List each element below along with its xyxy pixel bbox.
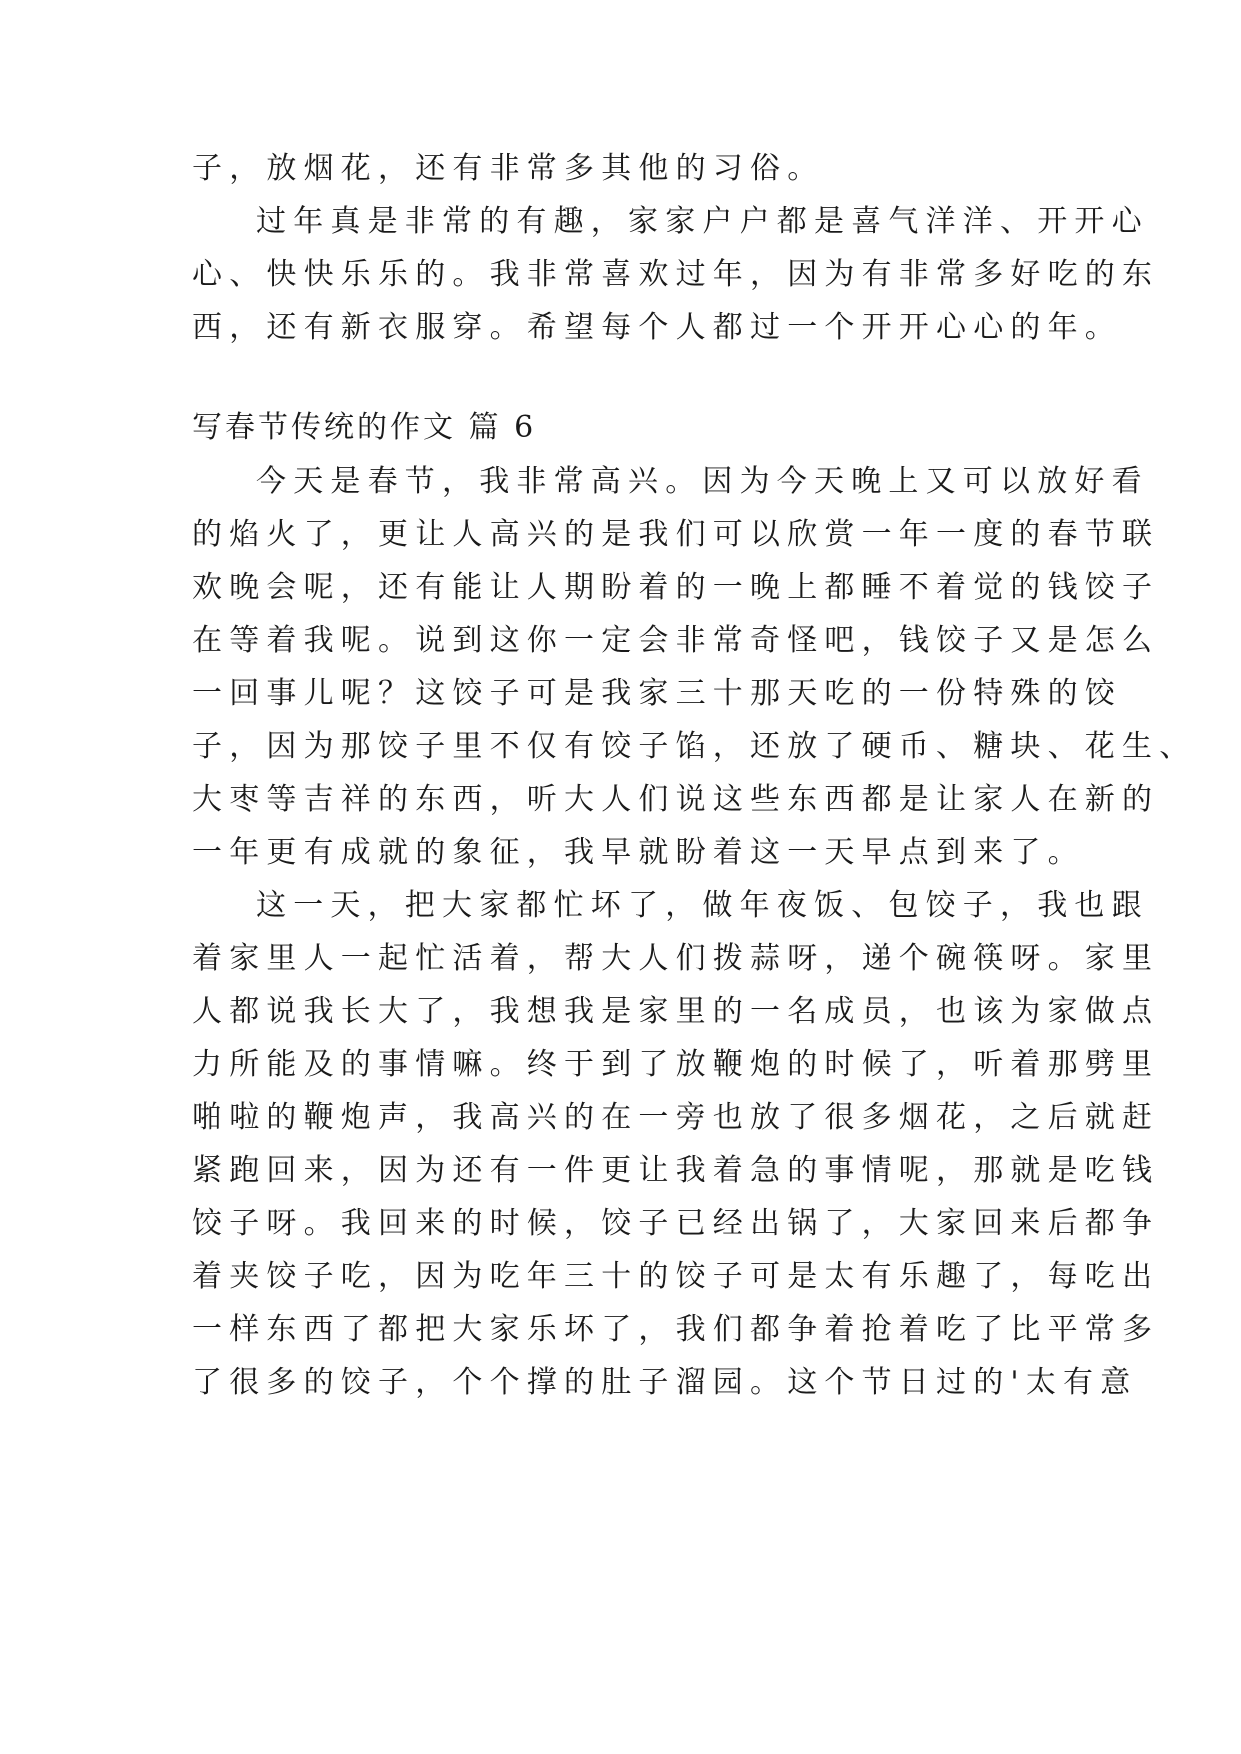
section-heading: 写春节传统的作文 篇 6	[192, 410, 537, 445]
paragraph-first-line: 这一天，把大家都忙坏了，做年夜饭、包饺子，我也跟	[256, 888, 1149, 923]
text-line: 人都说我长大了，我想我是家里的一名成员，也该为家做点	[192, 994, 1160, 1029]
text-line: 一样东西了都把大家乐坏了，我们都争着抢着吃了比平常多	[192, 1312, 1160, 1347]
text-line: 在等着我呢。说到这你一定会非常奇怪吧，钱饺子又是怎么	[192, 623, 1160, 658]
text-line: 西，还有新衣服穿。希望每个人都过一个开开心心的年。	[192, 310, 1122, 345]
text-line: 力所能及的事情嘛。终于到了放鞭炮的时候了，听着那劈里	[192, 1047, 1160, 1082]
text-line: 着夹饺子吃，因为吃年三十的饺子可是太有乐趣了，每吃出	[192, 1259, 1160, 1294]
text-line: 的焰火了，更让人高兴的是我们可以欣赏一年一度的春节联	[192, 517, 1160, 552]
text-line: 饺子呀。我回来的时候，饺子已经出锅了，大家回来后都争	[192, 1206, 1160, 1241]
paragraph-first-line: 过年真是非常的有趣，家家户户都是喜气洋洋、开开心	[256, 204, 1149, 239]
text-line: 心、快快乐乐的。我非常喜欢过年，因为有非常多好吃的东	[192, 257, 1160, 292]
text-line: 啪啦的鞭炮声，我高兴的在一旁也放了很多烟花，之后就赶	[192, 1100, 1160, 1135]
text-line: 子，因为那饺子里不仅有饺子馅，还放了硬币、糖块、花生、	[192, 729, 1197, 764]
text-line: 了很多的饺子，个个撑的肚子溜园。这个节日过的'太有意	[192, 1365, 1138, 1400]
text-line: 欢晚会呢，还有能让人期盼着的一晚上都睡不着觉的钱饺子	[192, 570, 1160, 605]
text-line: 一年更有成就的象征，我早就盼着这一天早点到来了。	[192, 835, 1085, 870]
text-line: 紧跑回来，因为还有一件更让我着急的事情呢，那就是吃钱	[192, 1153, 1160, 1188]
text-line: 一回事儿呢？这饺子可是我家三十那天吃的一份特殊的饺	[192, 676, 1122, 711]
text-line: 子，放烟花，还有非常多其他的习俗。	[192, 151, 825, 186]
text-line: 大枣等吉祥的东西，听大人们说这些东西都是让家人在新的	[192, 782, 1160, 817]
text-line: 着家里人一起忙活着，帮大人们拨蒜呀，递个碗筷呀。家里	[192, 941, 1160, 976]
paragraph-first-line: 今天是春节，我非常高兴。因为今天晚上又可以放好看	[256, 464, 1149, 499]
